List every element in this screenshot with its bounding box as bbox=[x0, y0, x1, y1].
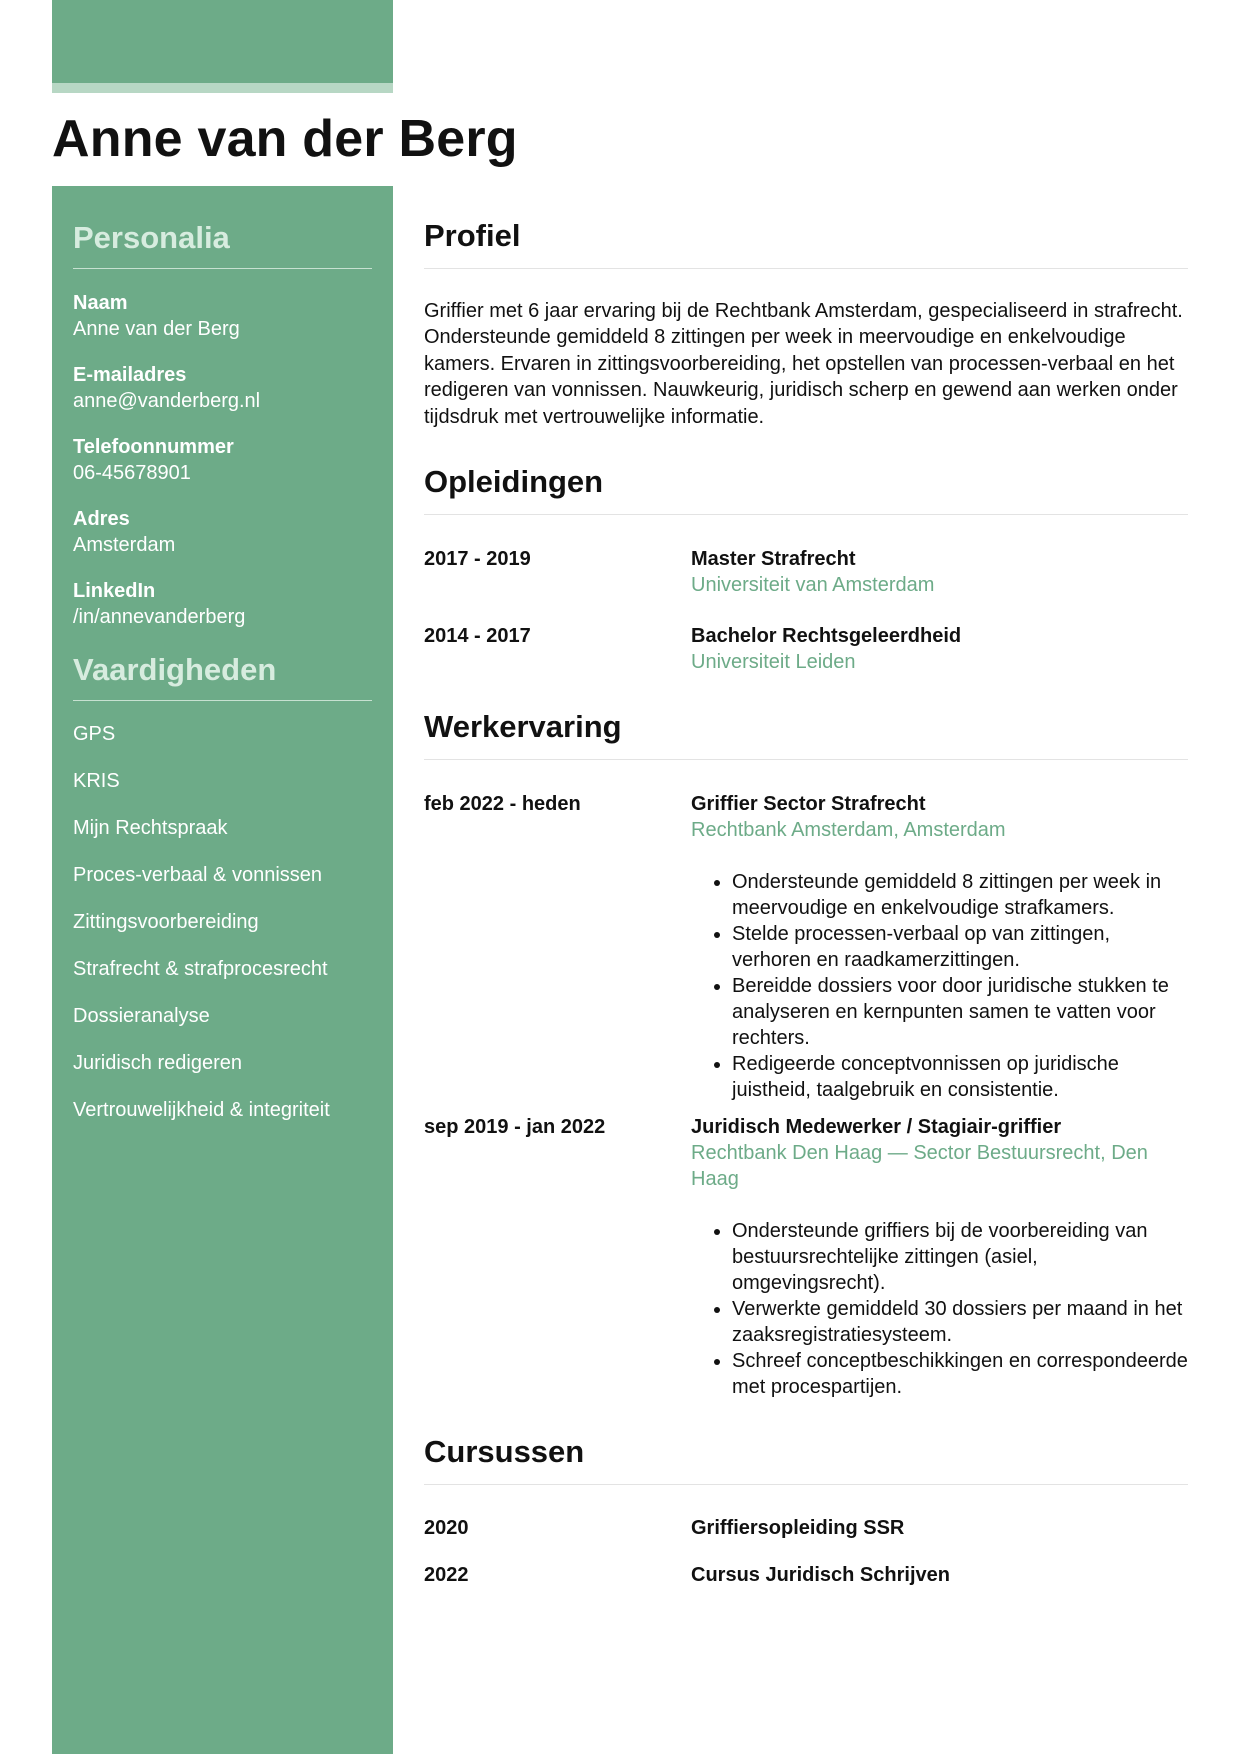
skills-heading: Vaardigheden bbox=[73, 650, 372, 701]
work-title: Werkervaring bbox=[424, 706, 1188, 760]
skill-item: Proces-verbaal & vonnissen bbox=[73, 864, 323, 886]
entry-body bbox=[691, 1562, 1188, 1588]
profile-section bbox=[424, 215, 1188, 430]
bullet-item: • Ondersteunde gemiddeld 8 zittingen per week in meervoudige en enkelvoudige strafkamers. bbox=[732, 869, 1188, 921]
entry-title: Juridisch Medewerker / Stagiair-griffier bbox=[691, 1116, 1062, 1139]
entry-title: Griffiersopleiding SSR bbox=[691, 1517, 905, 1540]
field-value: anne@vanderberg.nl bbox=[73, 390, 261, 412]
education-title: Opleidingen bbox=[424, 461, 1188, 515]
field-value: Amsterdam bbox=[73, 534, 176, 556]
field-label: Telefoonnummer bbox=[73, 436, 234, 458]
entry-body bbox=[691, 546, 1188, 598]
bullet-item: • Schreef conceptbeschikkingen en correspondeerde met procespartijen. bbox=[732, 1348, 1188, 1400]
education-entry bbox=[424, 623, 1188, 675]
education-section bbox=[424, 461, 1188, 675]
header-accent-block bbox=[52, 0, 393, 83]
skill-item: Zittingsvoorbereiding bbox=[73, 911, 259, 933]
entry-date: 2014 - 2017 bbox=[424, 625, 531, 648]
entry-body bbox=[691, 623, 1188, 675]
field-label: E-mailadres bbox=[73, 364, 187, 386]
field-value: 06-45678901 bbox=[73, 462, 191, 484]
skill-item: Mijn Rechtspraak bbox=[73, 817, 228, 839]
entry-employer: Rechtbank Amsterdam, Amsterdam bbox=[691, 819, 1006, 842]
skill-item: Strafrecht & strafprocesrecht bbox=[73, 958, 328, 980]
skill-item: KRIS bbox=[73, 770, 120, 792]
field-value: Anne van der Berg bbox=[73, 318, 240, 340]
entry-body bbox=[691, 791, 1188, 1103]
personalia-list bbox=[73, 290, 372, 630]
header-accent-stripe bbox=[52, 83, 393, 93]
entry-title: Cursus Juridisch Schrijven bbox=[691, 1564, 950, 1587]
bullet-item: • Verwerkte gemiddeld 30 dossiers per maand in het zaaksregistratiesysteem. bbox=[732, 1296, 1188, 1348]
entry-title: Master Strafrecht bbox=[691, 548, 856, 571]
bullet-list bbox=[691, 1218, 1188, 1400]
field-label: Naam bbox=[73, 292, 128, 314]
entry-date: 2020 bbox=[424, 1517, 469, 1540]
personalia-heading: Personalia bbox=[73, 218, 372, 269]
field-email bbox=[73, 362, 372, 414]
entry-date: 2022 bbox=[424, 1564, 469, 1587]
entry-institution: Universiteit Leiden bbox=[691, 651, 856, 674]
entry-employer: Rechtbank Den Haag — Sector Bestuursrecht, Den Haag bbox=[691, 1142, 1148, 1191]
bullet-item: • Redigeerde conceptvonnissen op juridische juistheid, taalgebruik en consistentie. bbox=[732, 1051, 1188, 1103]
candidate-name: Anne van der Berg bbox=[52, 110, 518, 168]
entry-title: Griffier Sector Strafrecht bbox=[691, 793, 926, 816]
entry-date: 2017 - 2019 bbox=[424, 548, 531, 571]
profile-text: Griffier met 6 jaar ervaring bij de Rechtbank Amsterdam, gespecialiseerd in strafrecht. Ondersteunde gemiddeld 8 zittingen per week in meervoudige en enkelvoudige kamers. Ervaren in zittingsvoorbereiding, het opstellen van processen-verbaal en het redigeren van vonnissen. Nauwkeurig, juridisch scherp en gewend aan werken onder tijdsdruk met vertrouwelijke informatie. bbox=[424, 300, 1183, 428]
work-entry bbox=[424, 791, 1188, 1103]
main-content bbox=[424, 215, 1188, 1588]
work-section bbox=[424, 706, 1188, 1400]
entry-date: feb 2022 - heden bbox=[424, 793, 581, 816]
field-value: /in/annevanderberg bbox=[73, 606, 246, 628]
education-entry bbox=[424, 546, 1188, 598]
work-entry bbox=[424, 1114, 1188, 1400]
field-name bbox=[73, 290, 372, 342]
bullet-item: • Bereidde dossiers voor door juridische stukken te analyseren en kernpunten samen te vatten voor rechters. bbox=[732, 973, 1188, 1051]
skill-item: Juridisch redigeren bbox=[73, 1052, 242, 1074]
skill-item: Dossieranalyse bbox=[73, 1005, 210, 1027]
course-entry bbox=[424, 1562, 1188, 1588]
field-linkedin bbox=[73, 578, 372, 630]
entry-body bbox=[691, 1114, 1188, 1400]
field-phone bbox=[73, 434, 372, 486]
entry-institution: Universiteit van Amsterdam bbox=[691, 574, 935, 597]
courses-title: Cursussen bbox=[424, 1431, 1188, 1485]
skill-item: Vertrouwelijkheid & integriteit bbox=[73, 1099, 330, 1121]
profile-title: Profiel bbox=[424, 215, 1188, 269]
courses-section bbox=[424, 1431, 1188, 1588]
field-label: Adres bbox=[73, 508, 130, 530]
skill-item: GPS bbox=[73, 723, 116, 745]
sidebar bbox=[52, 186, 393, 1754]
bullet-item: • Stelde processen-verbaal op van zittingen, verhoren en raadkamerzittingen. bbox=[732, 921, 1188, 973]
entry-title: Bachelor Rechtsgeleerdheid bbox=[691, 625, 962, 648]
bullet-list bbox=[691, 869, 1188, 1103]
skills-list bbox=[73, 721, 372, 1123]
field-label: LinkedIn bbox=[73, 580, 156, 602]
entry-body bbox=[691, 1515, 1188, 1541]
entry-date: sep 2019 - jan 2022 bbox=[424, 1116, 606, 1139]
bullet-item: • Ondersteunde griffiers bij de voorbereiding van bestuursrechtelijke zittingen (asiel, omgevingsrecht). bbox=[732, 1218, 1188, 1296]
course-entry bbox=[424, 1515, 1188, 1541]
field-address bbox=[73, 506, 372, 558]
